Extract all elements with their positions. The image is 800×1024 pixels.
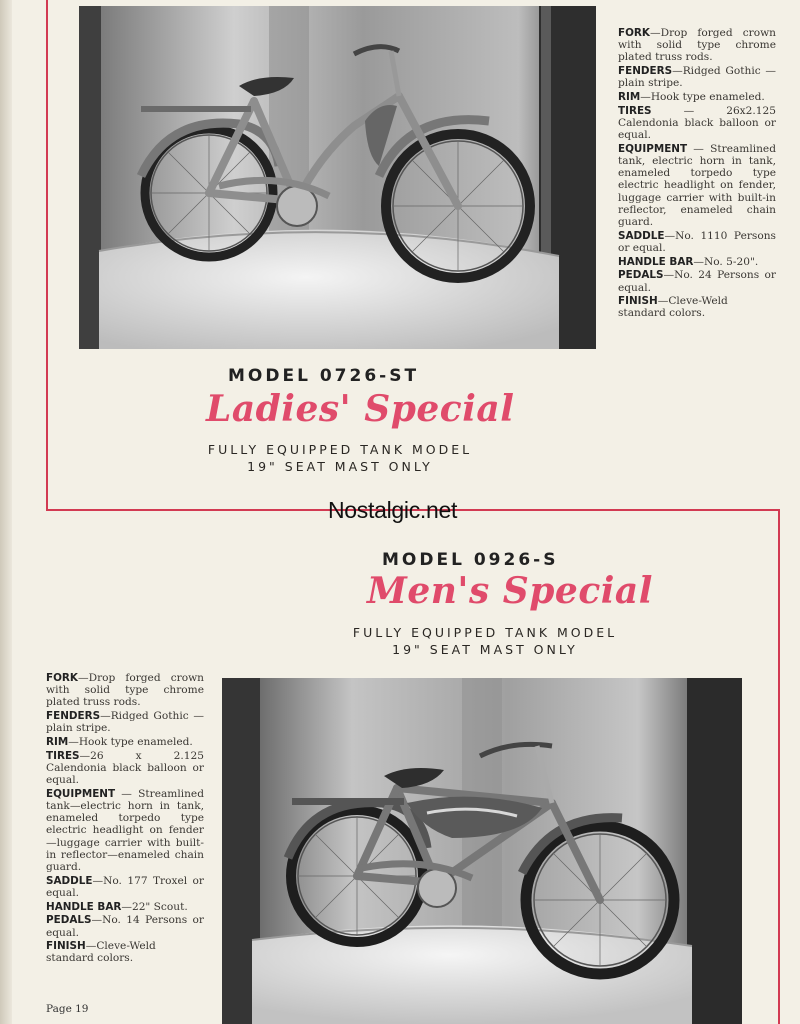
spec-tires: TIRES—26 x 2.125 Calendonia black balloon or equal. <box>46 749 204 787</box>
mens-subtitle-line-2: 19" SEAT MAST ONLY <box>392 642 578 657</box>
ladies-model-number: MODEL 0726-ST <box>228 366 420 386</box>
mens-model-name: Men's Special <box>367 570 653 612</box>
spec-equipment: EQUIPMENT — Streamlined tank, electric horn in tank, enameled torpedo type electric headlight on fender, luggage carrier with built-in reflector, enameled chain guard. <box>618 142 776 229</box>
spec-handle-bar: HANDLE BAR—22" Scout. <box>46 900 188 913</box>
ladies-model-subtitle <box>160 441 520 475</box>
watermark-text: Nostalgic.net <box>328 497 458 523</box>
ladies-subtitle-line-2: 19" SEAT MAST ONLY <box>247 459 433 474</box>
mens-bicycle-photo <box>222 678 742 1024</box>
ladies-model-name: Ladies' Special <box>206 388 515 430</box>
spec-finish: FINISH—Cleve-Weld standard colors. <box>618 295 728 320</box>
ladies-subtitle-line-1: FULLY EQUIPPED TANK MODEL <box>207 442 473 457</box>
spec-fenders: FENDERS—Ridged Gothic —plain stripe. <box>618 65 776 90</box>
spec-equipment: EQUIPMENT — Streamlined tank—electric horn in tank, enameled torpedo type electric headlight on fender—luggage carrier with built-in reflector—enameled chain guard. <box>46 787 204 874</box>
mens-subtitle-line-1: FULLY EQUIPPED TANK MODEL <box>352 625 618 640</box>
mens-specifications <box>46 672 204 966</box>
page-binding-edge <box>0 0 12 1024</box>
spec-handle-bar: HANDLE BAR—No. 5-20". <box>618 255 759 268</box>
spec-tires: TIRES — 26x2.125 Calendonia black balloon or equal. <box>618 104 776 142</box>
spec-fork: FORK—Drop forged crown with solid type chrome plated truss rods. <box>618 27 776 64</box>
spec-pedals: PEDALS—No. 14 Persons or equal. <box>46 914 204 939</box>
page-number: Page 19 <box>46 1003 89 1015</box>
spec-rim: RIM—Hook type enameled. <box>618 91 765 104</box>
spec-saddle: SADDLE—No. 1110 Persons or equal. <box>618 229 776 254</box>
mens-model-number: MODEL 0926-S <box>382 550 559 570</box>
ladies-bicycle-photo <box>79 6 596 349</box>
spec-finish: FINISH—Cleve-Weld standard colors. <box>46 940 156 965</box>
ladies-specifications <box>618 27 776 321</box>
spec-rim: RIM—Hook type enameled. <box>46 736 193 749</box>
red-frame-left-line <box>46 0 48 511</box>
spec-pedals: PEDALS—No. 24 Persons or equal. <box>618 269 776 294</box>
red-frame-right-line <box>778 509 780 1024</box>
spec-fork: FORK—Drop forged crown with solid type chrome plated truss rods. <box>46 672 204 709</box>
spec-fenders: FENDERS—Ridged Gothic —plain stripe. <box>46 710 204 735</box>
mens-model-subtitle <box>305 624 665 658</box>
spec-saddle: SADDLE—No. 177 Troxel or equal. <box>46 874 204 899</box>
